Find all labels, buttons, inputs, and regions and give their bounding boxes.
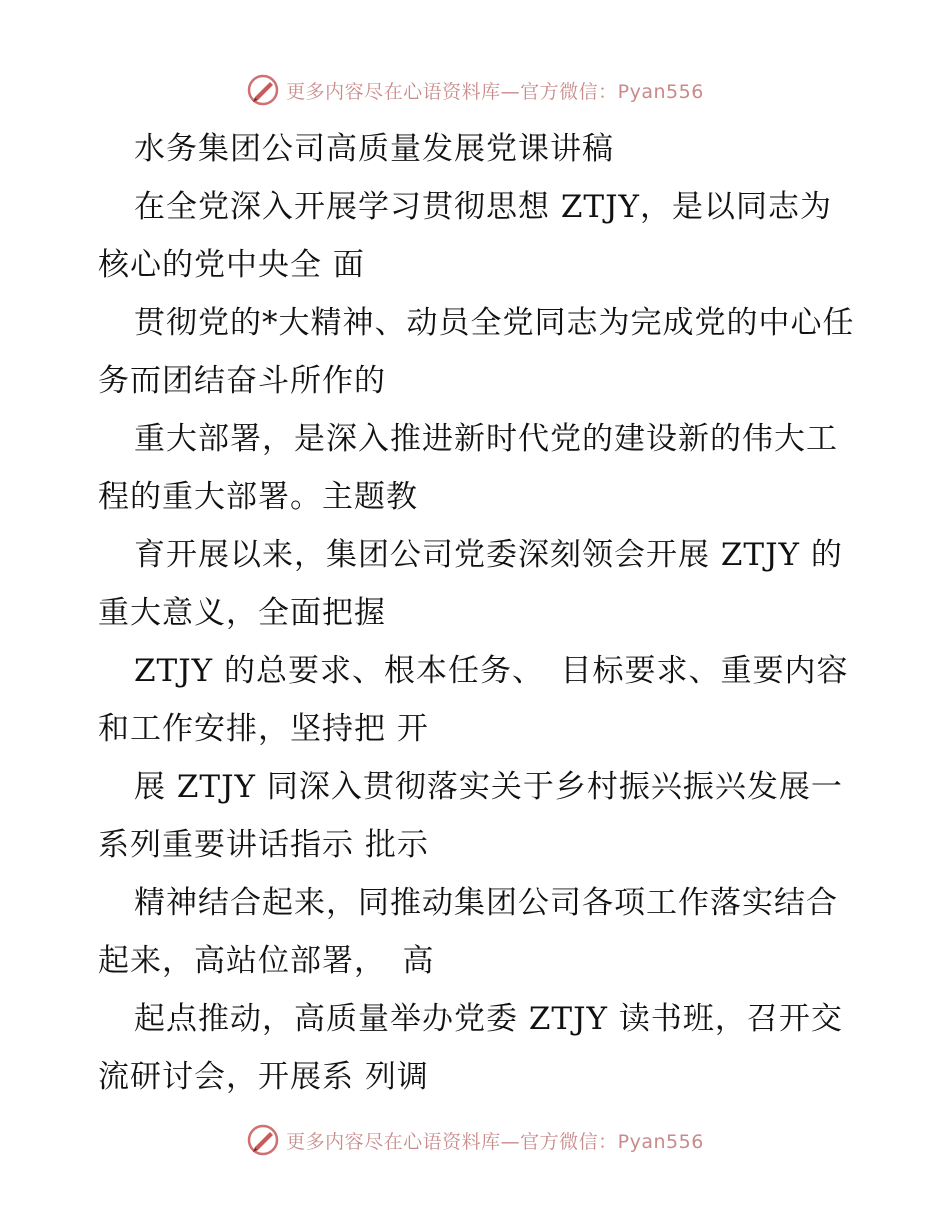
header-watermark xyxy=(0,70,950,110)
paragraph: 展 ZTJY 同深入贯彻落实关于乡村振兴振兴发展一系列重要讲话指示 批示 xyxy=(98,769,843,863)
paragraph: ZTJY 的总要求、根本任务、 目标要求、重要内容和工作安排，坚持把 开 xyxy=(98,653,849,747)
paragraph: 起点推动，高质量举办党委 ZTJY 读书班，召开交流研讨会，开展系 列调 xyxy=(98,1001,843,1095)
pen-logo-icon xyxy=(246,1123,280,1157)
watermark-text: 更多内容尽在心语资料库—官方微信：Pyan556 xyxy=(286,80,704,103)
pen-logo-icon xyxy=(246,73,280,107)
paragraph: 育开展以来，集团公司党委深刻领会开展 ZTJY 的重大意义，全面把握 xyxy=(98,537,843,631)
document-body xyxy=(98,120,858,1106)
paragraph: 重大部署，是深入推进新时代党的建设新的伟大工程的重大部署。主题教 xyxy=(98,421,838,515)
paragraph: 精神结合起来，同推动集团公司各项工作落实结合起来，高站位部署， 高 xyxy=(98,885,838,979)
paragraph: 在全党深入开展学习贯彻思想 ZTJY，是以同志为核心的党中央全 面 xyxy=(98,189,832,283)
document-title: 水务集团公司高质量发展党课讲稿 xyxy=(134,131,614,167)
paragraph: 贯彻党的*大精神、动员全党同志为完成党的中心任务而团结奋斗所作的 xyxy=(98,305,855,399)
watermark-text: 更多内容尽在心语资料库—官方微信：Pyan556 xyxy=(286,1130,704,1153)
footer-watermark xyxy=(0,1120,950,1160)
